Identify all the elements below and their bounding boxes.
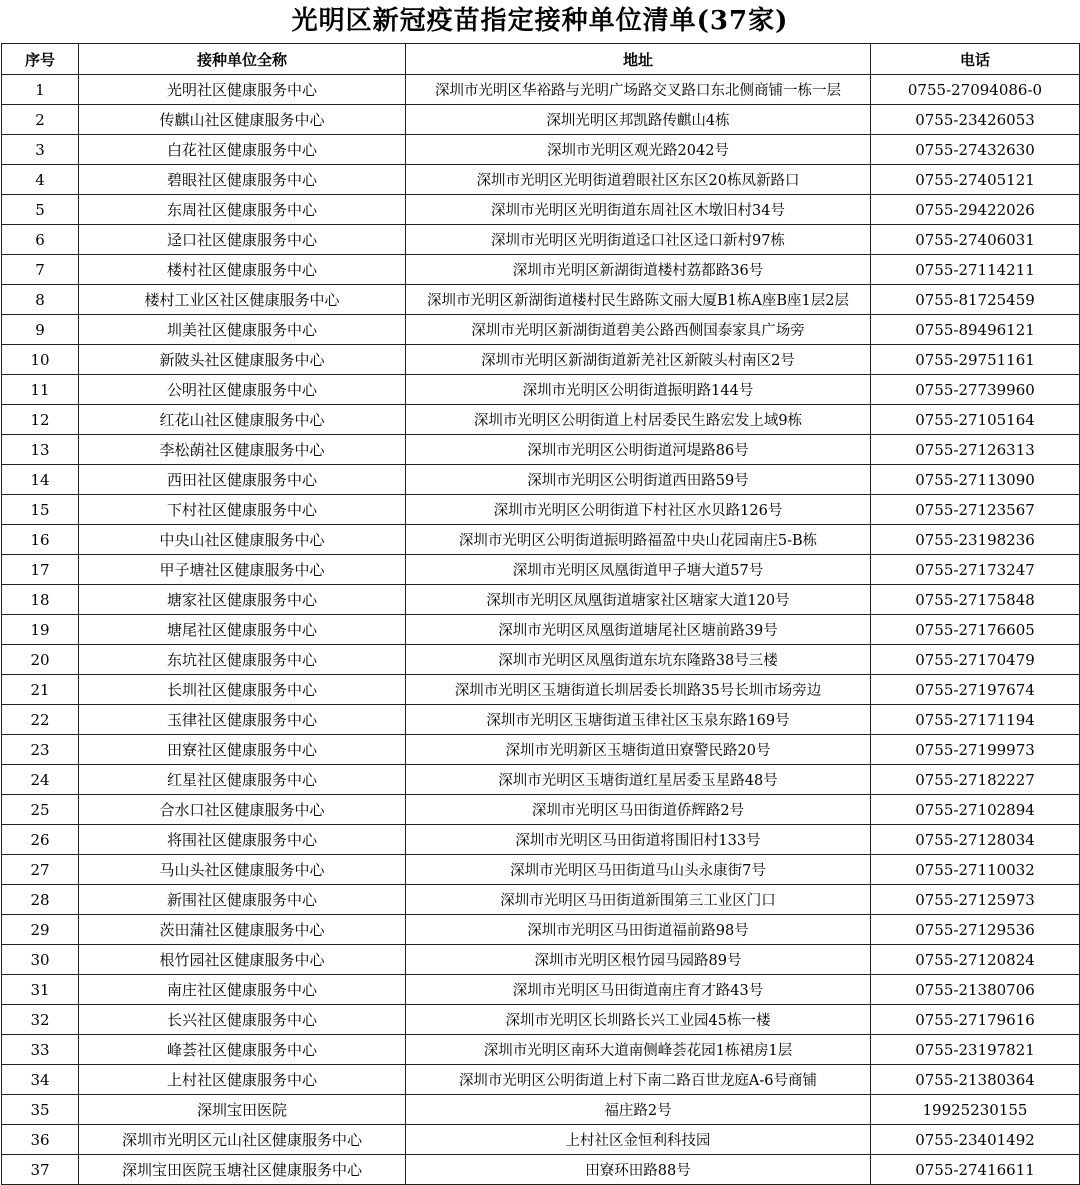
table-row: [2, 735, 1080, 765]
header-unit-name: 接种单位全称: [79, 44, 406, 75]
address-cell: 深圳市光明区凤凰街道塘尾社区塘前路39号: [406, 615, 871, 645]
address-cell: 深圳市光明区凤凰街道塘家社区塘家大道120号: [406, 585, 871, 615]
unit-name-cell: 下村社区健康服务中心: [79, 495, 406, 525]
address-cell: 深圳市光明区玉塘街道玉律社区玉泉东路169号: [406, 705, 871, 735]
address-cell: 深圳市光明区公明街道振明路144号: [406, 375, 871, 405]
address-cell: 田寮环田路88号: [406, 1155, 871, 1185]
table-row: [2, 1095, 1080, 1125]
address-cell: 深圳市光明区根竹园马园路89号: [406, 945, 871, 975]
phone-cell: 0755-27182227: [871, 765, 1080, 795]
header-address: 地址: [406, 44, 871, 75]
row-index-cell: 18: [2, 585, 79, 615]
address-cell: 深圳市光明区马田街道新围第三工业区门口: [406, 885, 871, 915]
row-index-cell: 3: [2, 135, 79, 165]
address-cell: 深圳市光明区光明街道东周社区木墩旧村34号: [406, 195, 871, 225]
row-index-cell: 7: [2, 255, 79, 285]
phone-cell: 0755-27123567: [871, 495, 1080, 525]
phone-cell: 0755-27405121: [871, 165, 1080, 195]
table-row: [2, 315, 1080, 345]
row-index-cell: 32: [2, 1005, 79, 1035]
row-index-cell: 27: [2, 855, 79, 885]
unit-name-cell: 楼村工业区社区健康服务中心: [79, 285, 406, 315]
table-body: [2, 75, 1080, 1185]
unit-name-cell: 东周社区健康服务中心: [79, 195, 406, 225]
unit-name-cell: 南庄社区健康服务中心: [79, 975, 406, 1005]
unit-name-cell: 东坑社区健康服务中心: [79, 645, 406, 675]
vaccination-sites-table: [1, 43, 1080, 1185]
table-row: [2, 1155, 1080, 1185]
row-index-cell: 30: [2, 945, 79, 975]
table-row: [2, 975, 1080, 1005]
phone-cell: 19925230155: [871, 1095, 1080, 1125]
phone-cell: 0755-23401492: [871, 1125, 1080, 1155]
phone-cell: 0755-27406031: [871, 225, 1080, 255]
table-row: [2, 465, 1080, 495]
unit-name-cell: 长兴社区健康服务中心: [79, 1005, 406, 1035]
row-index-cell: 4: [2, 165, 79, 195]
row-index-cell: 34: [2, 1065, 79, 1095]
address-cell: 深圳市光明区公明街道上村下南二路百世龙庭A-6号商铺: [406, 1065, 871, 1095]
address-cell: 深圳市光明区南环大道南侧峰荟花园1栋裙房1层: [406, 1035, 871, 1065]
table-row: [2, 255, 1080, 285]
unit-name-cell: 李松蓢社区健康服务中心: [79, 435, 406, 465]
row-index-cell: 13: [2, 435, 79, 465]
row-index-cell: 21: [2, 675, 79, 705]
address-cell: 福庄路2号: [406, 1095, 871, 1125]
row-index-cell: 33: [2, 1035, 79, 1065]
header-index: 序号: [2, 44, 79, 75]
table-row: [2, 1005, 1080, 1035]
table-row: [2, 1125, 1080, 1155]
unit-name-cell: 公明社区健康服务中心: [79, 375, 406, 405]
address-cell: 深圳市光明区公明街道振明路福盈中央山花园南庄5-B栋: [406, 525, 871, 555]
phone-cell: 0755-23426053: [871, 105, 1080, 135]
phone-cell: 0755-89496121: [871, 315, 1080, 345]
phone-cell: 0755-27176605: [871, 615, 1080, 645]
row-index-cell: 17: [2, 555, 79, 585]
address-cell: 深圳市光明区公明街道下村社区水贝路126号: [406, 495, 871, 525]
unit-name-cell: 塘家社区健康服务中心: [79, 585, 406, 615]
row-index-cell: 8: [2, 285, 79, 315]
phone-cell: 0755-21380706: [871, 975, 1080, 1005]
row-index-cell: 25: [2, 795, 79, 825]
table-header-row: [2, 44, 1080, 75]
phone-cell: 0755-27170479: [871, 645, 1080, 675]
address-cell: 深圳市光明区光明街道碧眼社区东区20栋凤新路口: [406, 165, 871, 195]
row-index-cell: 5: [2, 195, 79, 225]
table-row: [2, 405, 1080, 435]
row-index-cell: 1: [2, 75, 79, 105]
unit-name-cell: 田寮社区健康服务中心: [79, 735, 406, 765]
table-row: [2, 195, 1080, 225]
address-cell: 深圳市光明区观光路2042号: [406, 135, 871, 165]
table-row: [2, 885, 1080, 915]
table-row: [2, 825, 1080, 855]
unit-name-cell: 传麒山社区健康服务中心: [79, 105, 406, 135]
phone-cell: 0755-23198236: [871, 525, 1080, 555]
table-row: [2, 615, 1080, 645]
row-index-cell: 26: [2, 825, 79, 855]
phone-cell: 0755-27128034: [871, 825, 1080, 855]
row-index-cell: 29: [2, 915, 79, 945]
row-index-cell: 22: [2, 705, 79, 735]
phone-cell: 0755-27175848: [871, 585, 1080, 615]
address-cell: 深圳市光明区新湖街道新羌社区新陂头村南区2号: [406, 345, 871, 375]
header-phone: 电话: [871, 44, 1080, 75]
unit-name-cell: 茨田蒲社区健康服务中心: [79, 915, 406, 945]
phone-cell: 0755-23197821: [871, 1035, 1080, 1065]
address-cell: 深圳市光明区公明街道河堤路86号: [406, 435, 871, 465]
table-row: [2, 285, 1080, 315]
phone-cell: 0755-81725459: [871, 285, 1080, 315]
phone-cell: 0755-21380364: [871, 1065, 1080, 1095]
unit-name-cell: 圳美社区健康服务中心: [79, 315, 406, 345]
table-row: [2, 915, 1080, 945]
unit-name-cell: 红花山社区健康服务中心: [79, 405, 406, 435]
row-index-cell: 15: [2, 495, 79, 525]
row-index-cell: 20: [2, 645, 79, 675]
unit-name-cell: 碧眼社区健康服务中心: [79, 165, 406, 195]
phone-cell: 0755-27126313: [871, 435, 1080, 465]
unit-name-cell: 西田社区健康服务中心: [79, 465, 406, 495]
phone-cell: 0755-27120824: [871, 945, 1080, 975]
phone-cell: 0755-27094086-0: [871, 75, 1080, 105]
phone-cell: 0755-27125973: [871, 885, 1080, 915]
address-cell: 深圳市光明区马田街道南庄育才路43号: [406, 975, 871, 1005]
unit-name-cell: 中央山社区健康服务中心: [79, 525, 406, 555]
row-index-cell: 2: [2, 105, 79, 135]
address-cell: 深圳市光明区马田街道侨辉路2号: [406, 795, 871, 825]
unit-name-cell: 玉律社区健康服务中心: [79, 705, 406, 735]
table-row: [2, 945, 1080, 975]
row-index-cell: 10: [2, 345, 79, 375]
phone-cell: 0755-27173247: [871, 555, 1080, 585]
table-row: [2, 855, 1080, 885]
address-cell: 深圳市光明区光明街道迳口社区迳口新村97栋: [406, 225, 871, 255]
phone-cell: 0755-27739960: [871, 375, 1080, 405]
address-cell: 深圳市光明区马田街道将围旧村133号: [406, 825, 871, 855]
unit-name-cell: 新围社区健康服务中心: [79, 885, 406, 915]
unit-name-cell: 楼村社区健康服务中心: [79, 255, 406, 285]
row-index-cell: 16: [2, 525, 79, 555]
address-cell: 深圳市光明区新湖街道楼村荔都路36号: [406, 255, 871, 285]
row-index-cell: 12: [2, 405, 79, 435]
page-title: 光明区新冠疫苗指定接种单位清单(37家): [291, 6, 789, 36]
address-cell: 深圳市光明区新湖街道碧美公路西侧国泰家具广场旁: [406, 315, 871, 345]
unit-name-cell: 峰荟社区健康服务中心: [79, 1035, 406, 1065]
unit-name-cell: 甲子塘社区健康服务中心: [79, 555, 406, 585]
table-row: [2, 375, 1080, 405]
phone-cell: 0755-27432630: [871, 135, 1080, 165]
phone-cell: 0755-27416611: [871, 1155, 1080, 1185]
phone-cell: 0755-27110032: [871, 855, 1080, 885]
phone-cell: 0755-27179616: [871, 1005, 1080, 1035]
phone-cell: 0755-27105164: [871, 405, 1080, 435]
phone-cell: 0755-29422026: [871, 195, 1080, 225]
address-cell: 深圳市光明区公明街道上村居委民生路宏发上域9栋: [406, 405, 871, 435]
phone-cell: 0755-27102894: [871, 795, 1080, 825]
table-row: [2, 75, 1080, 105]
unit-name-cell: 新陂头社区健康服务中心: [79, 345, 406, 375]
table-row: [2, 345, 1080, 375]
table-row: [2, 495, 1080, 525]
unit-name-cell: 红星社区健康服务中心: [79, 765, 406, 795]
address-cell: 深圳市光明区马田街道马山头永康街7号: [406, 855, 871, 885]
address-cell: 深圳市光明区玉塘街道红星居委玉星路48号: [406, 765, 871, 795]
unit-name-cell: 深圳宝田医院: [79, 1095, 406, 1125]
unit-name-cell: 白花社区健康服务中心: [79, 135, 406, 165]
unit-name-cell: 深圳市光明区元山社区健康服务中心: [79, 1125, 406, 1155]
address-cell: 深圳市光明区公明街道西田路59号: [406, 465, 871, 495]
address-cell: 深圳市光明区华裕路与光明广场路交叉路口东北侧商铺一栋一层: [406, 75, 871, 105]
table-row: [2, 1065, 1080, 1095]
phone-cell: 0755-27129536: [871, 915, 1080, 945]
table-row: [2, 795, 1080, 825]
phone-cell: 0755-27171194: [871, 705, 1080, 735]
table-row: [2, 585, 1080, 615]
table-row: [2, 765, 1080, 795]
table-row: [2, 435, 1080, 465]
phone-cell: 0755-27199973: [871, 735, 1080, 765]
unit-name-cell: 将围社区健康服务中心: [79, 825, 406, 855]
address-cell: 深圳市光明新区玉塘街道田寮警民路20号: [406, 735, 871, 765]
row-index-cell: 24: [2, 765, 79, 795]
unit-name-cell: 长圳社区健康服务中心: [79, 675, 406, 705]
row-index-cell: 19: [2, 615, 79, 645]
unit-name-cell: 根竹园社区健康服务中心: [79, 945, 406, 975]
row-index-cell: 28: [2, 885, 79, 915]
table-row: [2, 555, 1080, 585]
unit-name-cell: 深圳宝田医院玉塘社区健康服务中心: [79, 1155, 406, 1185]
table-row: [2, 135, 1080, 165]
unit-name-cell: 光明社区健康服务中心: [79, 75, 406, 105]
unit-name-cell: 塘尾社区健康服务中心: [79, 615, 406, 645]
table-row: [2, 525, 1080, 555]
table-row: [2, 1035, 1080, 1065]
table-row: [2, 645, 1080, 675]
row-index-cell: 31: [2, 975, 79, 1005]
address-cell: 深圳光明区邦凯路传麒山4栋: [406, 105, 871, 135]
row-index-cell: 9: [2, 315, 79, 345]
row-index-cell: 37: [2, 1155, 79, 1185]
unit-name-cell: 马山头社区健康服务中心: [79, 855, 406, 885]
address-cell: 深圳市光明区马田街道福前路98号: [406, 915, 871, 945]
unit-name-cell: 上村社区健康服务中心: [79, 1065, 406, 1095]
row-index-cell: 36: [2, 1125, 79, 1155]
table-row: [2, 705, 1080, 735]
phone-cell: 0755-29751161: [871, 345, 1080, 375]
address-cell: 上村社区金恒利科技园: [406, 1125, 871, 1155]
row-index-cell: 35: [2, 1095, 79, 1125]
address-cell: 深圳市光明区长圳路长兴工业园45栋一楼: [406, 1005, 871, 1035]
address-cell: 深圳市光明区凤凰街道甲子塘大道57号: [406, 555, 871, 585]
unit-name-cell: 迳口社区健康服务中心: [79, 225, 406, 255]
row-index-cell: 14: [2, 465, 79, 495]
row-index-cell: 6: [2, 225, 79, 255]
address-cell: 深圳市光明区新湖街道楼村民生路陈文丽大厦B1栋A座B座1层2层: [406, 285, 871, 315]
phone-cell: 0755-27114211: [871, 255, 1080, 285]
table-row: [2, 165, 1080, 195]
row-index-cell: 23: [2, 735, 79, 765]
table-row: [2, 225, 1080, 255]
row-index-cell: 11: [2, 375, 79, 405]
table-row: [2, 105, 1080, 135]
phone-cell: 0755-27113090: [871, 465, 1080, 495]
unit-name-cell: 合水口社区健康服务中心: [79, 795, 406, 825]
address-cell: 深圳市光明区凤凰街道东坑东隆路38号三楼: [406, 645, 871, 675]
phone-cell: 0755-27197674: [871, 675, 1080, 705]
address-cell: 深圳市光明区玉塘街道长圳居委长圳路35号长圳市场旁边: [406, 675, 871, 705]
table-row: [2, 675, 1080, 705]
